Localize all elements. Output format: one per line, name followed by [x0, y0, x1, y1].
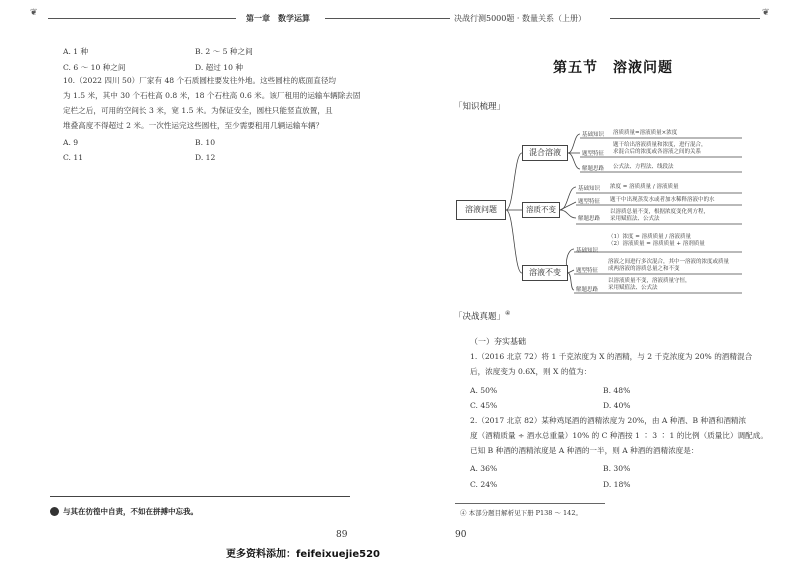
mindmap-description: 浓度 = 溶质质量 / 溶液质量: [610, 184, 679, 190]
option-b: B. 48%: [603, 386, 631, 395]
mindmap-description: 以溶质总量不变，根据浓度变化列方程， 采用赋值法、公式法: [610, 209, 710, 222]
mindmap-category: 题型特征: [576, 268, 599, 274]
mindmap-root: 溶液问题: [456, 200, 506, 220]
mindmap-category: 解题思路: [578, 216, 601, 222]
connector: [560, 187, 576, 210]
option-c: C. 24%: [470, 480, 498, 489]
mindmap-description: 溶液之间进行多次混合，其中一溶液的浓度或质量 成两溶液的溶质总量之和不变: [608, 259, 730, 272]
connector: [568, 134, 580, 153]
option-b: B. 2 ～ 5 种之间: [195, 47, 253, 56]
header-ornament-right: ❦: [762, 8, 770, 18]
option-a: A. 9: [63, 138, 79, 147]
connector: [568, 270, 574, 273]
mindmap-category: 基础知识: [582, 132, 605, 138]
mindmap-description: 公式法、方程法、线段法: [613, 164, 674, 170]
question-1: [470, 349, 770, 379]
connector: [506, 153, 522, 210]
question-line: 定栏之后，可用的空间长 3 米，宽 1.5 米。为保证安全，圆柱只能竖直放置，且: [63, 106, 333, 115]
option-a: A. 50%: [470, 386, 498, 395]
option-b: B. 30%: [603, 464, 631, 473]
connector: [560, 210, 576, 218]
question-line: 度（酒精质量 ÷ 酒水总重量）10% 的 C 种酒按 1 ∶ 3 ∶ 1 的比例（质量比）调配成。: [470, 431, 768, 440]
option-d: D. 18%: [603, 480, 631, 489]
option-a: A. 36%: [470, 464, 498, 473]
mindmap-description: （1）浓度 = 溶质质量 / 溶液质量 （2）溶液质量 = 溶质质量 + 溶剂质量: [608, 234, 705, 247]
footnote-marker: ④: [505, 310, 511, 318]
footnote: ④ 本部分题目解析见下册 P138 ～ 142。: [460, 509, 582, 517]
footnote-divider: [455, 503, 605, 504]
header-left-text: 第一章 数学运算: [246, 13, 310, 23]
option-a: A. 1 种: [63, 47, 89, 56]
exam-heading-text: 「决战真题」: [454, 312, 506, 322]
mindmap-branch-mixed: 混合溶液: [522, 145, 568, 161]
motto-text: 与其在彷徨中自责，不如在拼搏中忘我。: [63, 507, 198, 516]
question-line: 后，浓度变为 0.6X，则 X 的值为：: [470, 367, 592, 376]
mindmap-branch-solute: 溶质不变: [522, 202, 560, 218]
mindmap-description: 溶质质量=溶液质量×浓度: [613, 130, 678, 136]
question-line: 2.（2017 北京 82）某种鸡尾酒的酒精浓度为 20%，由 A 种酒、B 种酒和酒精浓: [470, 416, 747, 425]
option-c: C. 11: [63, 153, 84, 162]
option-c: C. 45%: [470, 401, 498, 410]
header-ornament-left: ❦: [30, 8, 38, 18]
question-2: [470, 413, 770, 458]
footer-contact: 更多资料添加：feifeixuejie520: [226, 549, 380, 560]
mindmap-category: 基础知识: [576, 248, 599, 254]
connector: [568, 273, 574, 290]
mindmap-category: 基础知识: [578, 186, 601, 192]
page-number-right: 90: [455, 530, 467, 540]
page-number-left: 89: [336, 530, 348, 540]
question-line: 1.（2016 北京 72）将 1 千克浓度为 X 的酒精，与 2 千克浓度为 20% 的酒精混合: [470, 352, 753, 361]
question-line: 已知 B 种酒的酒精浓度是 A 种酒的一半，则 A 种酒的酒精浓度是：: [470, 446, 699, 455]
header-right-text: 决战行测5000题 · 数量关系（上册）: [454, 14, 586, 23]
mindmap-description: 以溶液质量不变，溶液质量守恒， 采用赋值法、公式法: [608, 278, 691, 291]
mindmap-category: 解题思路: [582, 166, 605, 172]
mindmap-category: 题型特征: [582, 151, 605, 157]
mindmap-branch-solution: 溶液不变: [522, 265, 568, 281]
option-c: C. 6 ～ 10 种之间: [63, 63, 126, 72]
option-d: D. 12: [195, 153, 216, 162]
question-line: 为 1.5 米，其中 30 个石柱高 0.8 米，18 个石柱高 0.6 米。该厂租用的运输车辆除去固: [63, 91, 361, 100]
option-d: D. 超过 10 种: [195, 63, 243, 72]
section-title: 第五节 溶液问题: [553, 60, 673, 76]
mindmap-description: 题干给出溶液质量和浓度，进行混合， 求混合后的浓度或各溶液之间的关系: [613, 142, 707, 155]
connector: [568, 153, 580, 169]
subsection-title: （一）夯实基础: [470, 337, 526, 346]
mindmap-category: 题型特征: [578, 199, 601, 205]
option-b: B. 10: [195, 138, 216, 147]
question-line: 堆叠高度不得超过 2 米。一次性运完这些圆柱，至少需要租用几辆运输车辆？: [63, 121, 324, 130]
question-line: 10.（2022 四川 50）厂家有 48 个石质圆柱要发往外地。这些圆柱的底面直径均: [63, 76, 337, 85]
option-d: D. 40%: [603, 401, 631, 410]
connector: [506, 210, 522, 273]
mindmap-category: 解题思路: [576, 287, 599, 293]
connector: [560, 202, 576, 210]
exam-heading: [454, 310, 510, 322]
knowledge-heading: 「知识梳理」: [454, 102, 506, 112]
mindmap-description: 题干中出现蒸发水或者加水稀释溶液中的水: [610, 197, 715, 203]
